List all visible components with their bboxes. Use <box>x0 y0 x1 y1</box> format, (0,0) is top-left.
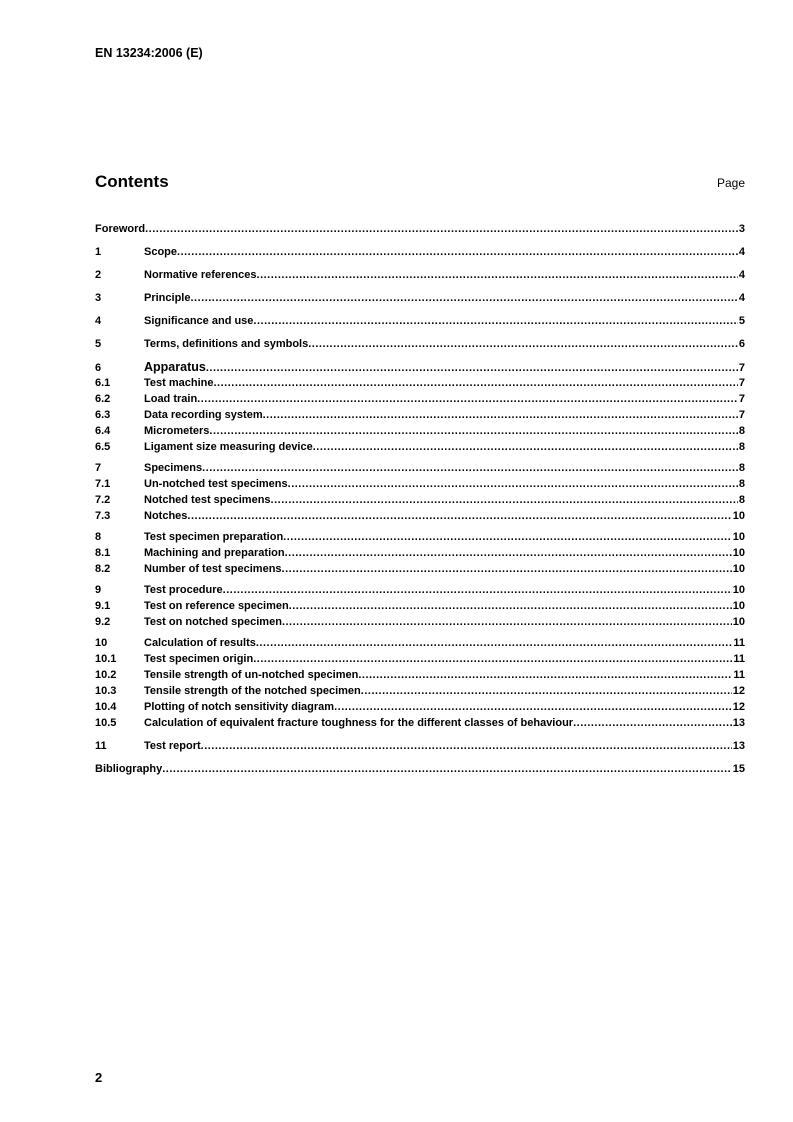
toc-entry-title: Notched test specimens <box>144 494 271 506</box>
toc-leader-dots <box>257 268 738 282</box>
toc-entry-number: 4 <box>95 315 102 327</box>
toc-entry-number: 7 <box>95 462 102 474</box>
toc-entry-page: 8 <box>738 462 745 474</box>
toc-entry-number: 6.5 <box>95 441 111 453</box>
toc-entry-page: 13 <box>732 717 745 729</box>
toc-leader-dots <box>308 337 738 351</box>
toc-entry-page: 7 <box>738 362 745 374</box>
toc-entry-11[interactable] <box>95 739 745 753</box>
toc-entry-7-3[interactable] <box>95 509 745 523</box>
toc-entry-title: Test on reference specimen <box>144 600 289 612</box>
toc-entry-number: 3 <box>95 292 102 304</box>
toc-leader-dots <box>202 461 738 475</box>
toc-entry-title: Scope <box>144 246 178 258</box>
toc-entry-title: Test report <box>144 740 201 752</box>
document-header: EN 13234:2006 (E) <box>95 46 203 60</box>
toc-entry-foreword[interactable] <box>95 222 745 236</box>
toc-leader-dots <box>162 762 732 776</box>
toc-leader-dots <box>282 562 732 576</box>
toc-entry-page: 7 <box>738 409 745 421</box>
toc-entry-6-2[interactable] <box>95 392 745 406</box>
toc-leader-dots <box>256 636 733 650</box>
footer-page-number: 2 <box>95 1070 103 1085</box>
toc-entry-page: 3 <box>738 223 745 235</box>
toc-entry-number: 6.4 <box>95 425 111 437</box>
toc-entry-page: 8 <box>738 494 745 506</box>
table-of-contents <box>95 222 745 776</box>
toc-entry-title: Machining and preparation <box>144 547 285 559</box>
toc-entry-title: Test specimen origin <box>144 653 254 665</box>
toc-entry-page: 10 <box>732 600 745 612</box>
toc-leader-dots <box>334 700 732 714</box>
toc-entry-number: 6.3 <box>95 409 111 421</box>
toc-entry-page: 10 <box>732 563 745 575</box>
toc-entry-page: 8 <box>738 478 745 490</box>
toc-entry-title: Micrometers <box>144 425 210 437</box>
toc-entry-page: 4 <box>738 292 745 304</box>
toc-leader-dots <box>197 392 738 406</box>
toc-entry-number: 10.4 <box>95 701 117 713</box>
toc-entry-page: 12 <box>732 685 745 697</box>
contents-title: Contents <box>95 172 169 191</box>
toc-entry-title: Test specimen preparation <box>144 531 284 543</box>
toc-entry-title: Notches <box>144 510 188 522</box>
toc-entry-number: 8.2 <box>95 563 111 575</box>
toc-entry-title: Test machine <box>144 377 214 389</box>
toc-entry-number: 8 <box>95 531 102 543</box>
toc-entry-6-5[interactable] <box>95 440 745 454</box>
toc-entry-page: 10 <box>732 547 745 559</box>
toc-entry-number: 6.2 <box>95 393 111 405</box>
toc-entry-page: 15 <box>732 763 745 775</box>
toc-entry-10-4[interactable] <box>95 700 745 714</box>
toc-leader-dots <box>253 314 737 328</box>
toc-leader-dots <box>285 546 732 560</box>
toc-entry-2[interactable] <box>95 268 745 282</box>
toc-entry-number: 6 <box>95 362 102 374</box>
toc-leader-dots <box>201 739 732 753</box>
toc-entry-page: 12 <box>732 701 745 713</box>
toc-entry-page: 13 <box>732 740 745 752</box>
toc-entry-title: Principle <box>144 292 191 304</box>
toc-entry-10-5[interactable] <box>95 716 745 730</box>
toc-entry-9-2[interactable] <box>95 615 745 629</box>
toc-entry-page: 8 <box>738 441 745 453</box>
toc-entry-title: Plotting of notch sensitivity diagram <box>144 701 335 713</box>
toc-entry-title: Calculation of results <box>144 637 256 649</box>
toc-entry-page: 5 <box>738 315 745 327</box>
toc-entry-6[interactable] <box>95 360 745 374</box>
toc-leader-dots <box>263 408 738 422</box>
toc-entry-bibliography[interactable] <box>95 762 745 776</box>
toc-leader-dots <box>177 245 738 259</box>
toc-leader-dots <box>223 583 732 597</box>
toc-entry-title: Test procedure <box>144 584 223 596</box>
toc-entry-number: 9 <box>95 584 102 596</box>
toc-entry-title: Un-notched test specimens <box>144 478 288 490</box>
toc-entry-number: 7.2 <box>95 494 111 506</box>
toc-entry-5[interactable] <box>95 337 745 351</box>
toc-entry-page: 4 <box>738 246 745 258</box>
toc-entry-4[interactable] <box>95 314 745 328</box>
toc-entry-title: Apparatus <box>144 360 206 374</box>
toc-entry-number: 1 <box>95 246 102 258</box>
toc-entry-9-1[interactable] <box>95 599 745 613</box>
toc-entry-number: 5 <box>95 338 102 350</box>
toc-entry-7[interactable] <box>95 461 745 475</box>
toc-entry-10-2[interactable] <box>95 668 745 682</box>
toc-leader-dots <box>313 440 738 454</box>
toc-entry-6-1[interactable] <box>95 376 745 390</box>
toc-entry-page: 11 <box>733 669 745 681</box>
toc-leader-dots <box>190 291 737 305</box>
toc-entry-number: 10.5 <box>95 717 117 729</box>
toc-entry-10[interactable] <box>95 636 745 650</box>
toc-entry-page: 11 <box>733 637 745 649</box>
toc-leader-dots <box>573 716 732 730</box>
toc-entry-10-3[interactable] <box>95 684 745 698</box>
toc-entry-7-2[interactable] <box>95 493 745 507</box>
toc-entry-page: 10 <box>732 584 745 596</box>
toc-leader-dots <box>271 493 738 507</box>
toc-leader-dots <box>289 599 732 613</box>
toc-leader-dots <box>206 361 738 375</box>
toc-entry-number: 10.2 <box>95 669 117 681</box>
toc-leader-dots <box>253 652 732 666</box>
toc-entry-6-3[interactable] <box>95 408 745 422</box>
toc-entry-8-2[interactable] <box>95 562 745 576</box>
toc-entry-page: 11 <box>733 653 745 665</box>
toc-entry-page: 10 <box>732 510 745 522</box>
toc-entry-8-1[interactable] <box>95 546 745 560</box>
toc-entry-title: Foreword <box>95 223 146 235</box>
toc-entry-number: 7.1 <box>95 478 111 490</box>
toc-entry-page: 4 <box>738 269 745 281</box>
toc-entry-number: 10.1 <box>95 653 117 665</box>
toc-entry-title: Specimens <box>144 462 203 474</box>
toc-entry-3[interactable] <box>95 291 745 305</box>
toc-entry-8[interactable] <box>95 530 745 544</box>
toc-leader-dots <box>361 684 732 698</box>
toc-entry-page: 6 <box>738 338 745 350</box>
page-column-label: Page <box>716 176 745 190</box>
toc-entry-10-1[interactable] <box>95 652 745 666</box>
toc-entry-title: Calculation of equivalent fracture toughness for the different classes of behaviour <box>144 717 574 729</box>
toc-leader-dots <box>282 615 732 629</box>
toc-entry-9[interactable] <box>95 583 745 597</box>
toc-entry-page: 7 <box>738 393 745 405</box>
toc-leader-dots <box>283 530 732 544</box>
toc-entry-page: 10 <box>732 616 745 628</box>
toc-entry-7-1[interactable] <box>95 477 745 491</box>
toc-leader-dots <box>288 477 738 491</box>
toc-entry-number: 9.1 <box>95 600 111 612</box>
toc-entry-page: 8 <box>738 425 745 437</box>
toc-entry-number: 9.2 <box>95 616 111 628</box>
toc-entry-page: 10 <box>732 531 745 543</box>
toc-entry-title: Bibliography <box>95 763 163 775</box>
toc-entry-number: 10 <box>95 637 108 649</box>
toc-entry-title: Load train <box>144 393 198 405</box>
toc-entry-number: 2 <box>95 269 102 281</box>
toc-leader-dots <box>187 509 731 523</box>
toc-entry-title: Data recording system <box>144 409 263 421</box>
toc-entry-1[interactable] <box>95 245 745 259</box>
toc-entry-title: Terms, definitions and symbols <box>144 338 309 350</box>
toc-entry-title: Significance and use <box>144 315 254 327</box>
toc-entry-number: 10.3 <box>95 685 117 697</box>
contents-heading-row <box>95 172 745 194</box>
toc-entry-title: Number of test specimens <box>144 563 282 575</box>
toc-entry-title: Tensile strength of the notched specimen <box>144 685 361 697</box>
toc-entry-title: Tensile strength of un-notched specimen <box>144 669 359 681</box>
toc-leader-dots <box>209 424 737 438</box>
toc-entry-title: Test on notched specimen <box>144 616 282 628</box>
toc-leader-dots <box>358 668 732 682</box>
toc-entry-number: 11 <box>95 740 107 752</box>
toc-leader-dots <box>214 376 738 390</box>
toc-entry-number: 6.1 <box>95 377 111 389</box>
toc-leader-dots <box>145 222 738 236</box>
toc-entry-title: Normative references <box>144 269 257 281</box>
toc-entry-title: Ligament size measuring device <box>144 441 313 453</box>
toc-entry-number: 7.3 <box>95 510 111 522</box>
toc-entry-page: 7 <box>738 377 745 389</box>
toc-entry-number: 8.1 <box>95 547 111 559</box>
toc-entry-6-4[interactable] <box>95 424 745 438</box>
